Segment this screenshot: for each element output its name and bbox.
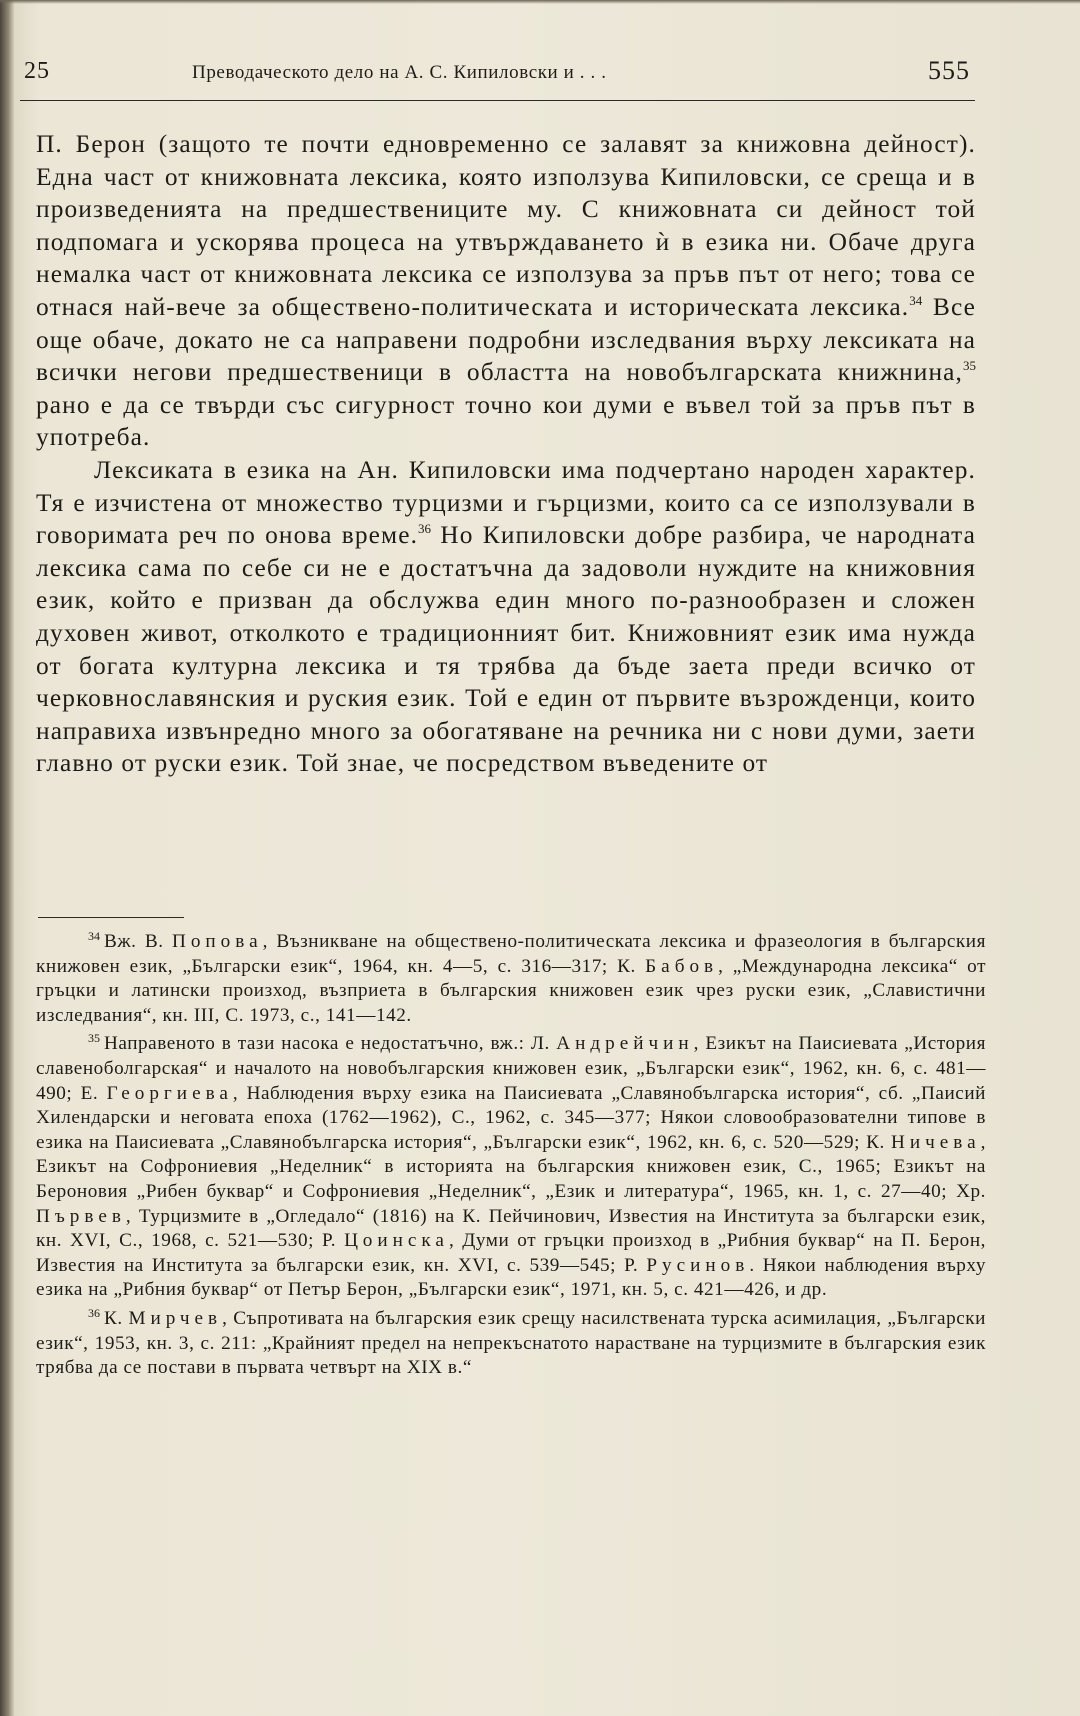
footnote-35-text-g: . Някои наблюдения върху езика на „Рибния буквар“ от Петър Берон, „Български език“, 1971, кн. 5, с. 421—426, и др. (36, 1254, 986, 1301)
author-name: Първев (36, 1205, 126, 1227)
footnote-35-text-d: , Езикът на Софрониевия „Неделник“ в историята на българския книжовен език, С., 1965; Езикът на Бероновия „Рибен буквар“ и Софрониевия „Неделник“, „Език и литература“, 1965, кн. 1, с. 27—40; Хр. (36, 1131, 986, 1202)
author-name: Мирчев (128, 1307, 223, 1329)
footnote-34 (36, 930, 986, 1028)
footnote-36-text-a: К. (104, 1307, 129, 1329)
paragraph-1-part-b: Все още обаче, докато не са направени подробни изследвания върху лексиката на всички негови предшественици в областта на новобългарската книжнина, (36, 292, 976, 387)
footnote-35-text-f: , Думи от гръцки произход в „Рибния буквар“ на П. Берон, Известия на Института за български език, кн. XVI, с. 539—545; Р. (36, 1230, 986, 1276)
author-name: Андрейчин (556, 1033, 694, 1055)
page-number: 555 (928, 56, 970, 85)
main-text (36, 128, 976, 780)
header-left-number: 25 (24, 58, 50, 84)
running-title: Преводаческото дело на А. С. Кипиловски и . . . (192, 62, 607, 83)
book-spine-shadow (0, 0, 14, 1716)
author-name: Русинов (646, 1254, 750, 1276)
footnote-35-mark: 35 (88, 1031, 100, 1046)
author-name: Бабов (645, 955, 719, 977)
author-name: Попова (171, 931, 263, 952)
footnote-34-text-c: , „Международна лексика“ от гръцки и латински произход, възприета в българския книжовен език чрез руски език, „Славистични изследвания“, кн. III, С. 1973, с., 141—142. (36, 955, 987, 1026)
footnote-ref-34: 34 (909, 292, 923, 308)
footnote-35-text-b: , Езикът на Паисиевата „История славеноболгарская“ и началото на новобългарския книжовен език, „Български език“, 1962, кн. 6, с. 481—490; Е. (36, 1033, 986, 1104)
footnote-35-text-c: , Наблюдения върху езика на Паисиевата „Славянобългарска история“, сб. „Паисий Хилендарски и неговата епоха (1762—1962), С., 1962, с. 345—377; Някои словообразователни типове в езика на Паисиевата „Славянобългарска история“, „Български език“, 1962, кн. 6, с. 520—529; К. (36, 1082, 986, 1153)
author-name: Ничева (891, 1131, 981, 1153)
footnote-34-text-b: , Възникване на обществено-политическата лексика и фразеология в българския книжовен език, „Български език“, 1964, кн. 4—5, с. 316—317; К. (36, 931, 986, 977)
header-rule (20, 100, 975, 101)
footnotes (36, 930, 986, 1385)
footnote-35 (36, 1032, 986, 1303)
footnote-34-text-a: Вж. В. (104, 931, 172, 952)
footnote-35-text-e: , Турцизмите в „Огледало“ (1816) на К. Пейчинович, Известия на Института за български език, кн. XVI, С., 1968, с. 521—530; Р. (36, 1205, 986, 1252)
footnote-34-mark: 34 (88, 929, 100, 943)
paragraph-2-part-a: Лексиката в езика на Ан. Кипиловски има подчертано народен характер. Тя е изчистена от множество турцизми и гърцизми, които са се използували в говоримата реч по онова време. (36, 455, 976, 550)
footnote-ref-35: 35 (963, 358, 976, 374)
paragraph-1 (36, 128, 976, 454)
author-name: Цоинска (344, 1230, 449, 1252)
footnote-35-text-a: Направеното в тази насока е недостатъчно, вж.: Л. (104, 1033, 557, 1055)
footnote-separator (38, 917, 184, 918)
paragraph-1-part-c: рано е да се твърди със сигурност точно кои думи е въвел той за пръв път в употреба. (36, 390, 976, 452)
page-top-edge (0, 0, 1080, 4)
paragraph-2 (36, 454, 976, 780)
footnote-ref-36: 36 (418, 521, 432, 537)
author-name: Георгиева (106, 1082, 233, 1104)
footnote-36 (36, 1307, 986, 1381)
running-header (20, 58, 978, 92)
footnote-36-text-b: , Съпротивата на българския език срещу насилствената турска асимилация, „Български език“, 1953, кн. 3, с. 211: „Крайният предел на непрекъснатото нарастване на турцизмите в българския език трябва да се постави в първата четвърт на XIX в.“ (36, 1307, 986, 1379)
paragraph-1-part-a: П. Берон (защото те почти едновременно се залавят за книжовна дейност). Една част от книжовната лексика, която използува Кипиловски, се среща и в произведенията на предшествениците му. С книжовната си дейност той подпомага и ускорява процеса на утвърждаването ѝ в езика ни. Обаче друга немалка част от книжовната лексика се използува за пръв път от него; това се отнася най-вече за обществено-политическата и историческата лексика. (36, 130, 976, 321)
paragraph-2-part-b: Но Кипиловски добре разбира, че народната лексика сама по себе си не е достатъчна да задоволи нуждите на книжовния език, който е призван да обслужва един много по-разнообразен и сложен духовен живот, отколкото е традиционният бит. Книжовният език има нужда от богата културна лексика и тя трябва да бъде заета преди всичко от черковнославянския и руския език. Той е един от първите възрожденци, които направиха извънредно много за обогатяване на речника ни с нови думи, заети главно от руски език. Той знае, че посредством въведените от (36, 521, 976, 778)
footnote-36-mark: 36 (88, 1305, 100, 1320)
